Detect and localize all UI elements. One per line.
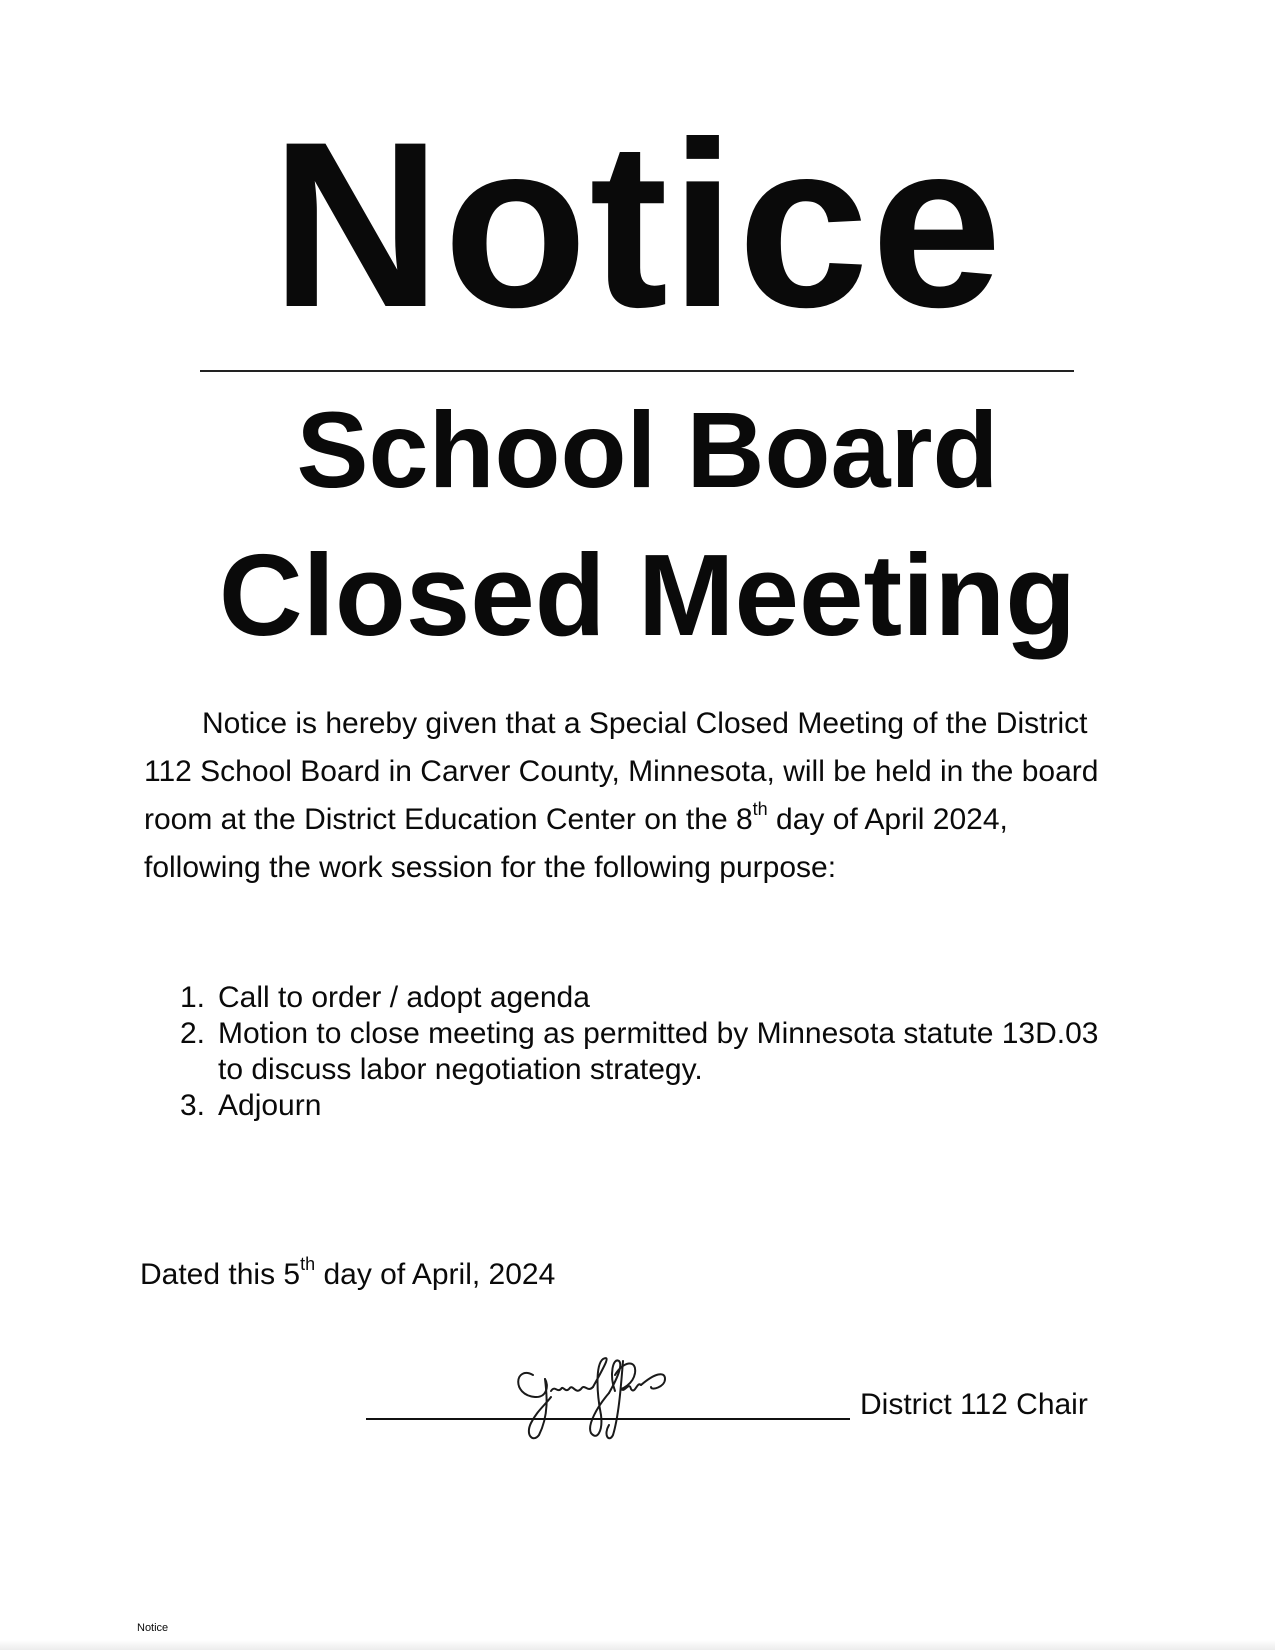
signature-title: District 112 Chair	[860, 1388, 1088, 1421]
dated-suffix: day of April, 2024	[315, 1258, 556, 1291]
handwritten-signature	[505, 1335, 745, 1445]
dated-prefix: Dated this 5	[140, 1258, 301, 1291]
scan-edge-shadow	[0, 1640, 1275, 1650]
dated-superscript: th	[300, 1254, 316, 1274]
paragraph-part1: Notice is hereby given that a Special Closed Meeting of the District 112 School Board in Carver County, Minnesota, will be held in the board room at the District Education Center on the 8	[144, 707, 1099, 836]
heading-school-board: School Board	[296, 389, 999, 510]
agenda-item	[180, 980, 1100, 1016]
agenda-list	[180, 980, 1100, 1124]
dated-line	[140, 1255, 555, 1295]
agenda-item-number: 1.	[180, 981, 206, 1014]
agenda-item-text: Motion to close meeting as permitted by Minnesota statute 13D.03 to discuss labor negotiation strategy.	[218, 1017, 1099, 1086]
notice-paragraph	[144, 700, 1119, 892]
agenda-item-number: 3.	[180, 1089, 206, 1122]
agenda-item-number: 2.	[180, 1017, 206, 1050]
heading-closed-meeting: Closed Meeting	[218, 530, 1077, 660]
notice-title: Notice	[270, 93, 1005, 357]
paragraph-part2: day of April 2024, following the work session for the following purpose:	[144, 803, 1008, 884]
agenda-item	[180, 1016, 1100, 1088]
paragraph-superscript: th	[752, 799, 768, 819]
agenda-item-text: Call to order / adopt agenda	[218, 981, 590, 1014]
title-divider	[200, 370, 1074, 372]
signature-line	[366, 1418, 850, 1420]
agenda-item	[180, 1088, 1100, 1124]
footer-label: Notice	[137, 1622, 169, 1634]
agenda-item-text: Adjourn	[218, 1089, 322, 1122]
